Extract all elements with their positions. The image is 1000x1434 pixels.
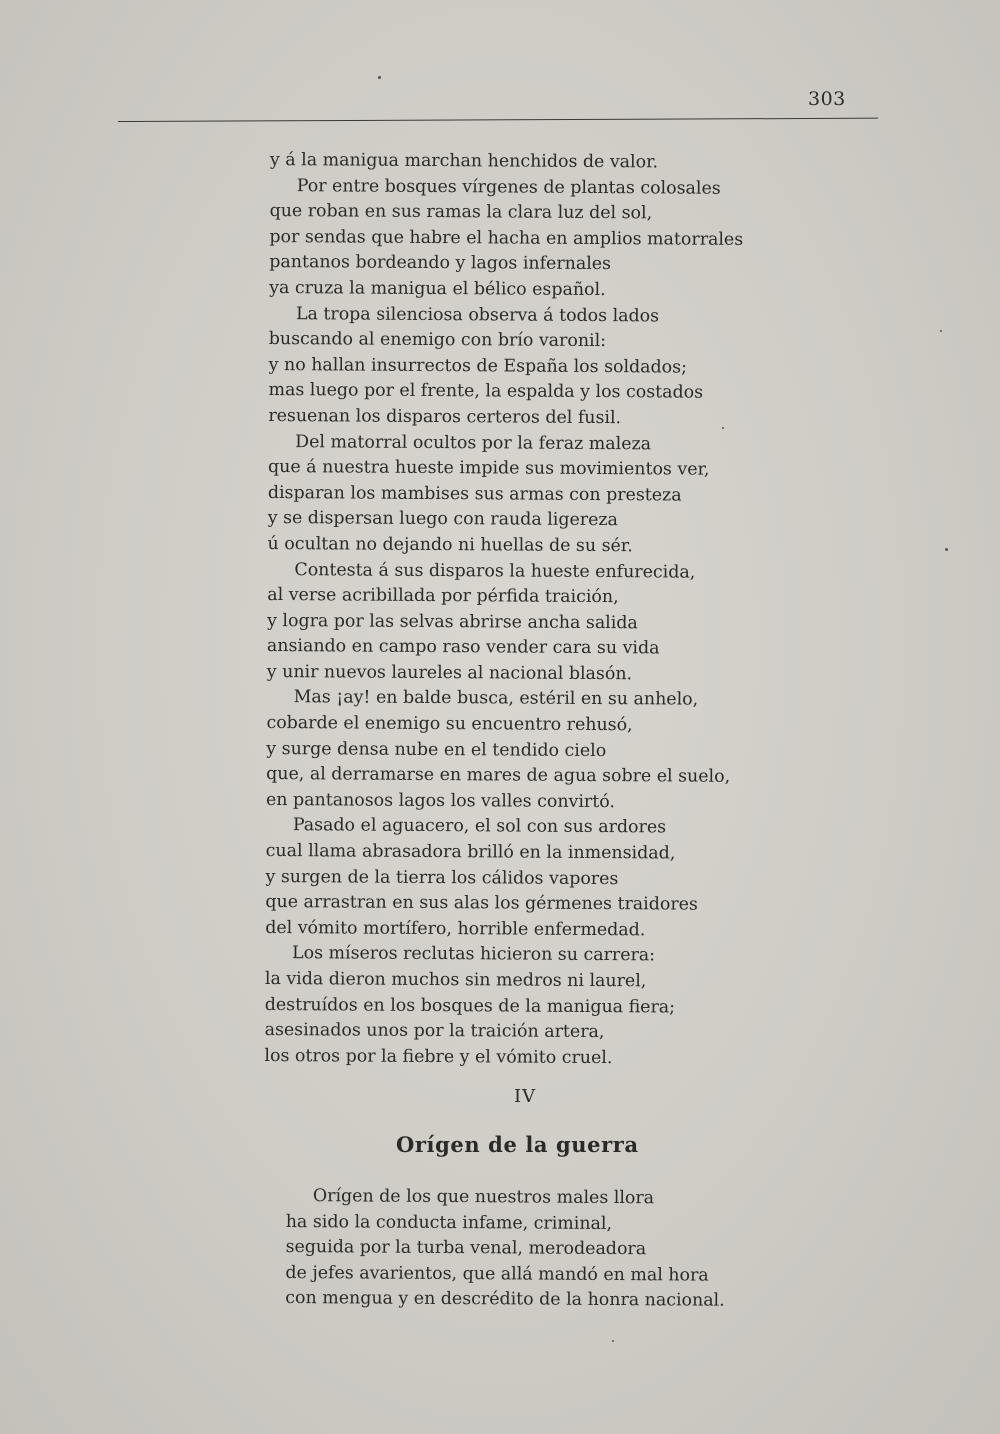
verse-line: que á nuestra hueste impide sus movimientos ver,: [267, 457, 710, 480]
verse-line: Los míseros reclutas hicieron su carrera:: [292, 943, 656, 966]
verse-line: al verse acribillada por pérfida traición,: [267, 585, 619, 608]
verse-line: Por entre bosques vírgenes de plantas colosales: [296, 175, 721, 199]
verse-line: cobarde el enemigo su encuentro rehusó,: [266, 713, 633, 736]
paper-speck: [378, 76, 381, 79]
verse-line: y logra por las selvas abrirse ancha salida: [267, 610, 638, 633]
verse-line: La tropa silenciosa observa á todos lados: [295, 303, 660, 326]
verse-line: de jefes avarientos, que allá mandó en mal hora: [285, 1262, 709, 1286]
section-title: Orígen de la guerra: [396, 1132, 639, 1157]
verse-line: buscando al enemigo con brío varonil:: [268, 329, 607, 352]
verse-line: Contesta á sus disparos la hueste enfurecida,: [294, 559, 696, 583]
verse-line: cual llama abrasadora brilló en la inmensidad,: [265, 841, 676, 864]
verse-line: destruídos en los bosques de la manigua fiera;: [264, 994, 676, 1018]
verse-line: que arrastran en sus alas los gérmenes traidores: [265, 892, 698, 915]
verse-line: ansiando en campo raso vender cara su vida: [266, 636, 660, 659]
section-numeral: IV: [514, 1086, 537, 1107]
verse-line: y á la manigua marchan henchidos de valor.: [269, 149, 659, 173]
verse-line: pantanos bordeando y lagos infernales: [269, 252, 612, 275]
page-number: 303: [808, 88, 846, 110]
verse-line: y no hallan insurrectos de España los soldados;: [268, 354, 688, 378]
paper-speck: [722, 427, 724, 429]
verse-line: la vida dieron muchos sin medros ni laurel,: [264, 968, 647, 992]
paper-speck: [940, 330, 942, 332]
verse-line: que roban en sus ramas la clara luz del sol,: [269, 201, 653, 224]
verse-line: resuenan los disparos certeros del fusil.: [268, 405, 622, 429]
verse-line: Orígen de los que nuestros males llora: [312, 1186, 655, 1209]
verse-line: con mengua y en descrédito de la honra nacional.: [285, 1288, 725, 1312]
verse-line: por sendas que habre el hacha en amplios matorrales: [269, 226, 744, 250]
verse-line: y unir nuevos laureles al nacional blasón.: [266, 661, 633, 685]
header-rule: [118, 118, 878, 122]
verse-line: que, al derramarse en mares de agua sobre el suelo,: [266, 764, 731, 788]
verse-line: ú ocultan no dejando ni huellas de su sér.: [267, 533, 633, 557]
section-stanza: [285, 1184, 806, 1315]
verse-line: Del matorral ocultos por la feraz maleza: [295, 431, 652, 454]
verse-line: los otros por la fiebre y el vómito cruel.: [264, 1045, 613, 1068]
verse-line: asesinados unos por la traición artera,: [264, 1020, 605, 1043]
verse-line: Pasado el aguacero, el sol con sus ardores: [292, 815, 667, 838]
poem-stanzas: [264, 148, 790, 1073]
paper-speck: [945, 548, 948, 551]
verse-line: y surge densa nube en el tendido cielo: [266, 738, 607, 761]
verse-line: seguida por la turba venal, merodeadora: [285, 1237, 647, 1260]
verse-line: Mas ¡ay! en balde busca, estéril en su anhelo,: [293, 687, 699, 711]
verse-line: mas luego por el frente, la espalda y los costados: [268, 380, 704, 403]
verse-line: del vómito mortífero, horrible enfermedad.: [265, 917, 646, 941]
verse-line: en pantanosos lagos los valles convirtó.: [265, 789, 615, 812]
verse-line: y surgen de la tierra los cálidos vapores: [265, 866, 619, 889]
verse-line: ya cruza la manigua el bélico español.: [269, 277, 606, 301]
verse-line: disparan los mambises sus armas con presteza: [267, 482, 682, 506]
paper-speck: [612, 1340, 614, 1342]
verse-line: ha sido la conducta infame, criminal,: [285, 1211, 613, 1234]
verse-line: y se dispersan luego con rauda ligereza: [267, 508, 618, 531]
